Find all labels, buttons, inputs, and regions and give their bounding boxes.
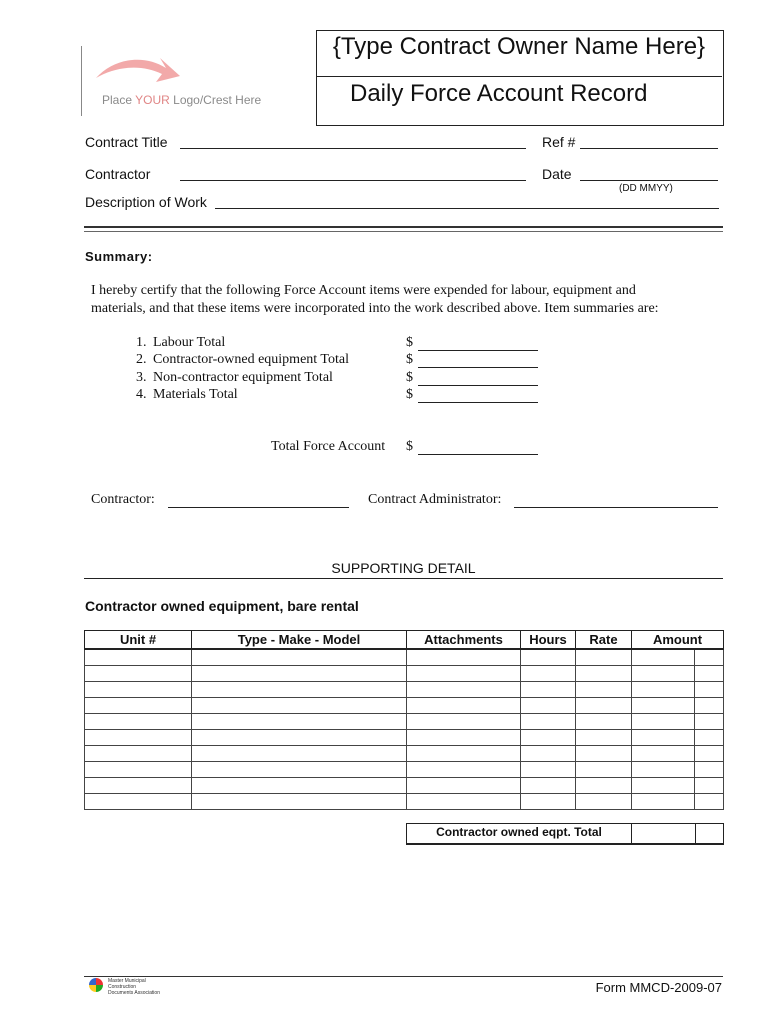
item-1-num: 1. [136, 335, 147, 350]
table-cell[interactable] [85, 746, 192, 762]
table-cell[interactable] [695, 682, 724, 698]
total-currency: $ [406, 439, 413, 454]
table-cell[interactable] [407, 778, 521, 794]
table-row [85, 794, 724, 810]
table-cell[interactable] [192, 682, 407, 698]
item-4-currency: $ [406, 387, 413, 402]
table-cell[interactable] [576, 794, 632, 810]
record-title: Daily Force Account Record [350, 80, 648, 107]
item-3-label: Non-contractor equipment Total [153, 370, 333, 385]
table-cell[interactable] [85, 778, 192, 794]
table-cell[interactable] [521, 682, 576, 698]
table-cell[interactable] [407, 762, 521, 778]
form-id: Form MMCD-2009-07 [595, 980, 722, 995]
table-cell[interactable] [192, 730, 407, 746]
table-cell[interactable] [695, 649, 724, 666]
item-1-field[interactable] [418, 350, 538, 351]
col-unit: Unit # [85, 631, 192, 650]
table-cell[interactable] [576, 762, 632, 778]
table-cell[interactable] [576, 730, 632, 746]
table-cell[interactable] [632, 682, 695, 698]
table-cell[interactable] [407, 730, 521, 746]
table-cell[interactable] [576, 746, 632, 762]
table-cell[interactable] [695, 714, 724, 730]
header-divider [84, 226, 723, 232]
table-cell[interactable] [576, 666, 632, 682]
ref-field[interactable] [580, 148, 718, 149]
table-cell[interactable] [695, 794, 724, 810]
sign-admin-field[interactable] [514, 507, 718, 508]
table-cell[interactable] [85, 666, 192, 682]
table-cell[interactable] [576, 714, 632, 730]
table-cell[interactable] [632, 649, 695, 666]
table-cell[interactable] [407, 794, 521, 810]
certify-line-2: materials, and that these items were incorporated into the work described above. Item summaries are: [91, 301, 659, 316]
item-2-field[interactable] [418, 367, 538, 368]
table-cell[interactable] [192, 649, 407, 666]
table-cell[interactable] [85, 682, 192, 698]
logo-swoosh-icon [94, 56, 186, 92]
table-cell[interactable] [407, 698, 521, 714]
item-2-label: Contractor-owned equipment Total [153, 352, 349, 367]
col-type-make-model: Type - Make - Model [192, 631, 407, 650]
date-format-hint: (DD MMYY) [619, 183, 673, 194]
sign-contractor-field[interactable] [168, 507, 349, 508]
equipment-table-body [85, 649, 724, 810]
table-cell[interactable] [632, 794, 695, 810]
ref-label: Ref # [542, 134, 576, 150]
summary-heading: Summary: [85, 249, 153, 264]
table-row [85, 762, 724, 778]
col-amount: Amount [632, 631, 724, 650]
contract-title-field[interactable] [180, 148, 526, 149]
table-cell[interactable] [192, 762, 407, 778]
table-cell[interactable] [695, 762, 724, 778]
total-force-account-label: Total Force Account [271, 439, 386, 454]
table-cell[interactable] [85, 649, 192, 666]
contractor-field[interactable] [180, 180, 526, 181]
table-row [85, 714, 724, 730]
supporting-divider [84, 578, 723, 579]
equipment-table [84, 630, 724, 810]
table-cell[interactable] [407, 649, 521, 666]
logo-divider [81, 46, 82, 116]
table-row [85, 778, 724, 794]
table-cell[interactable] [407, 666, 521, 682]
table-row [85, 649, 724, 666]
col-hours: Hours [521, 631, 576, 650]
table-cell[interactable] [521, 746, 576, 762]
table-cell[interactable] [407, 682, 521, 698]
table-row [85, 746, 724, 762]
table-cell[interactable] [695, 778, 724, 794]
table-cell[interactable] [192, 698, 407, 714]
contract-title-label: Contract Title [85, 134, 168, 150]
col-attachments: Attachments [407, 631, 521, 650]
footer-divider [84, 976, 723, 977]
table-cell[interactable] [85, 730, 192, 746]
table-cell[interactable] [632, 666, 695, 682]
equipment-total-row [406, 823, 724, 845]
table-cell[interactable] [521, 794, 576, 810]
certify-line-1: I hereby certify that the following Force Account items were expended for labour, equipment and [91, 283, 636, 298]
col-rate: Rate [576, 631, 632, 650]
supporting-detail-heading: SUPPORTING DETAIL [331, 560, 476, 576]
table-cell[interactable] [192, 666, 407, 682]
total-force-account-field[interactable] [418, 454, 538, 455]
item-4-field[interactable] [418, 402, 538, 403]
table-cell[interactable] [521, 714, 576, 730]
date-label: Date [542, 166, 572, 182]
table-cell[interactable] [632, 762, 695, 778]
equipment-section-title: Contractor owned equipment, bare rental [85, 598, 359, 614]
contractor-label: Contractor [85, 166, 151, 182]
table-cell[interactable] [85, 762, 192, 778]
logo-placeholder-text: Place YOUR Logo/Crest Here [102, 93, 262, 107]
table-row [85, 730, 724, 746]
table-cell[interactable] [407, 714, 521, 730]
sign-admin-label: Contract Administrator: [368, 492, 502, 507]
table-cell[interactable] [695, 666, 724, 682]
table-cell[interactable] [407, 746, 521, 762]
table-cell[interactable] [521, 762, 576, 778]
table-cell[interactable] [192, 794, 407, 810]
item-4-num: 4. [136, 387, 147, 402]
table-cell[interactable] [695, 698, 724, 714]
contract-owner-name[interactable]: {Type Contract Owner Name Here} [316, 30, 722, 77]
table-cell[interactable] [85, 714, 192, 730]
table-cell[interactable] [632, 778, 695, 794]
table-cell[interactable] [192, 714, 407, 730]
item-3-num: 3. [136, 370, 147, 385]
table-cell[interactable] [632, 698, 695, 714]
table-cell[interactable] [576, 682, 632, 698]
table-cell[interactable] [695, 746, 724, 762]
item-2-currency: $ [406, 352, 413, 367]
item-3-currency: $ [406, 370, 413, 385]
table-cell[interactable] [632, 714, 695, 730]
equipment-total-amount[interactable] [631, 824, 695, 843]
description-field[interactable] [215, 208, 719, 209]
equipment-total-label: Contractor owned eqpt. Total [436, 825, 602, 839]
table-cell[interactable] [192, 778, 407, 794]
description-label: Description of Work [85, 194, 207, 210]
table-cell[interactable] [521, 649, 576, 666]
table-cell[interactable] [632, 746, 695, 762]
equipment-total-cents[interactable] [695, 824, 724, 843]
item-1-currency: $ [406, 335, 413, 350]
table-cell[interactable] [85, 698, 192, 714]
table-cell[interactable] [576, 778, 632, 794]
table-cell[interactable] [521, 778, 576, 794]
item-2-num: 2. [136, 352, 147, 367]
table-cell[interactable] [192, 746, 407, 762]
item-4-label: Materials Total [153, 387, 238, 402]
footer-org-name: Master Municipal Construction Documents Association [108, 978, 160, 996]
mmcd-logo-icon [89, 978, 103, 992]
table-cell[interactable] [521, 698, 576, 714]
table-cell[interactable] [521, 666, 576, 682]
table-cell[interactable] [85, 794, 192, 810]
date-field[interactable] [580, 180, 718, 181]
table-cell[interactable] [521, 730, 576, 746]
table-row [85, 698, 724, 714]
table-row [85, 666, 724, 682]
item-1-label: Labour Total [153, 335, 226, 350]
item-3-field[interactable] [418, 385, 538, 386]
table-cell[interactable] [576, 649, 632, 666]
table-cell[interactable] [576, 698, 632, 714]
table-row [85, 682, 724, 698]
table-cell[interactable] [695, 730, 724, 746]
table-cell[interactable] [632, 730, 695, 746]
sign-contractor-label: Contractor: [91, 492, 155, 507]
